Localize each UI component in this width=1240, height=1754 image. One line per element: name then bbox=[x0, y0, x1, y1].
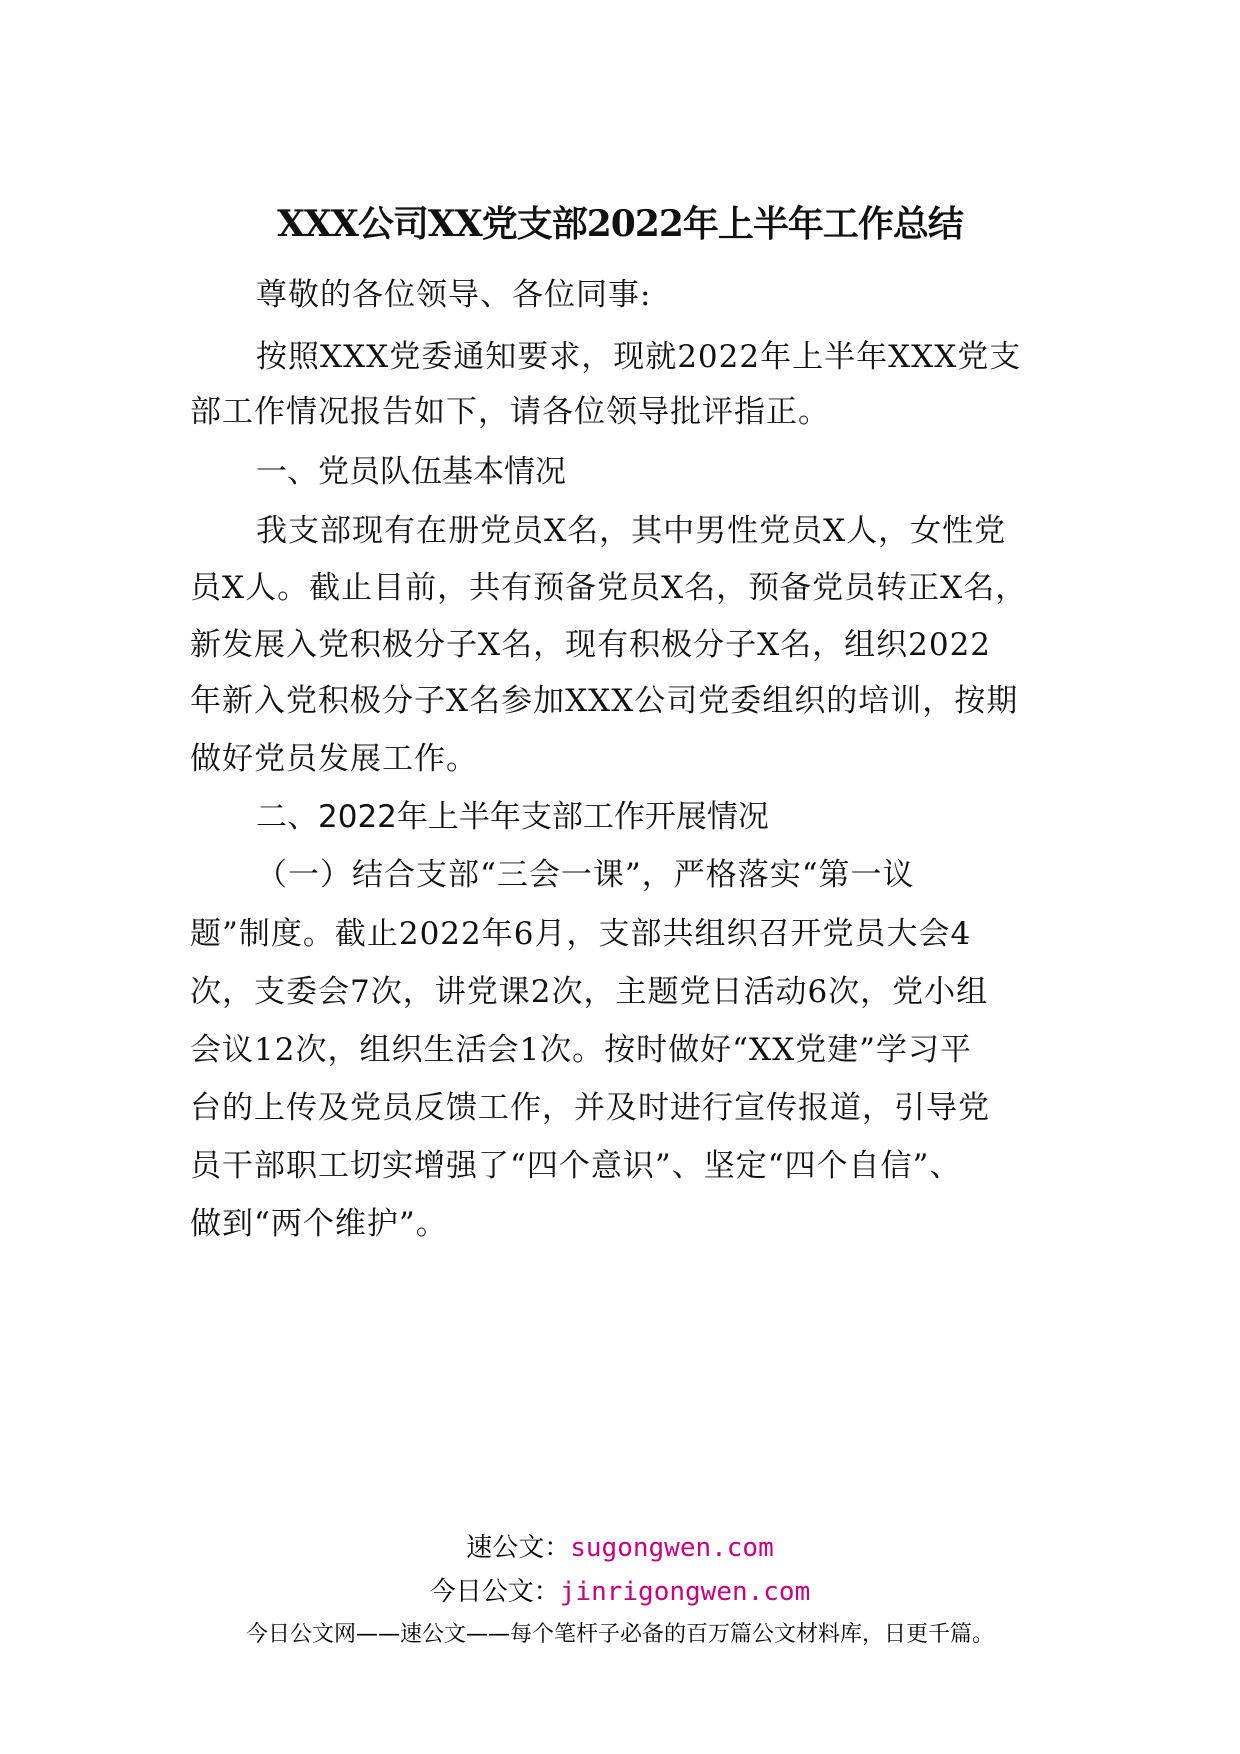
section-2-line-1: （一）结合支部“三会一课”，严格落实“第一议 bbox=[256, 857, 915, 893]
section-2-line-4: 会议12次，组织生活会1次。按时做好“XX党建”学习平 bbox=[190, 1032, 973, 1068]
section-1-line-4: 年新入党积极分子X名参加XXX公司党委组织的培训，按期 bbox=[190, 683, 1019, 719]
section-2-heading: 二、2022年上半年支部工作开展情况 bbox=[256, 799, 769, 835]
section-2-line-6: 员干部职工切实增强了“四个意识”、坚定“四个自信”、 bbox=[190, 1148, 962, 1184]
document-title: XXX公司XX党支部2022年上半年工作总结 bbox=[277, 203, 963, 245]
section-2-line-3: 次，支委会7次，讲党课2次，主题党日活动6次，党小组 bbox=[190, 974, 989, 1010]
section-1-line-3: 新发展入党积极分子X名，现有积极分子X名，组织2022 bbox=[190, 627, 992, 663]
greeting: 尊敬的各位领导、各位同事: bbox=[256, 277, 652, 313]
footer-sugongwen bbox=[0, 1530, 1240, 1566]
footer-slogan: 今日公文网——速公文——每个笔杆子必备的百万篇公文材料库，日更千篇。 bbox=[245, 1622, 994, 1647]
section-2-line-7: 做到“两个维护”。 bbox=[190, 1206, 448, 1242]
intro-line-2: 部工作情况报告如下，请各位领导批评指正。 bbox=[190, 394, 830, 430]
section-1-line-5: 做好党员发展工作。 bbox=[190, 741, 478, 777]
section-1-line-1: 我支部现有在册党员X名，其中男性党员X人，女性党 bbox=[256, 513, 1007, 549]
footer-jinrigongwen-label: 今日公文： bbox=[429, 1577, 560, 1607]
footer-jinrigongwen bbox=[0, 1574, 1240, 1610]
section-2-line-5: 台的上传及党员反馈工作，并及时进行宣传报道，引导党 bbox=[190, 1090, 990, 1126]
section-2-line-2: 题”制度。截止2022年6月，支部共组织召开党员大会4 bbox=[190, 916, 972, 952]
section-1-line-2: 员X人。截止目前，共有预备党员X名，预备党员转正X名， bbox=[190, 570, 1028, 606]
footer-sugongwen-link[interactable]: sugongwen.com bbox=[570, 1533, 774, 1563]
section-1-heading: 一、党员队伍基本情况 bbox=[256, 454, 566, 490]
footer-sugongwen-label: 速公文： bbox=[466, 1533, 571, 1563]
intro-line-1: 按照XXX党委通知要求，现就2022年上半年XXX党支 bbox=[256, 339, 1022, 375]
footer-jinrigongwen-link[interactable]: jinrigongwen.com bbox=[559, 1577, 811, 1607]
